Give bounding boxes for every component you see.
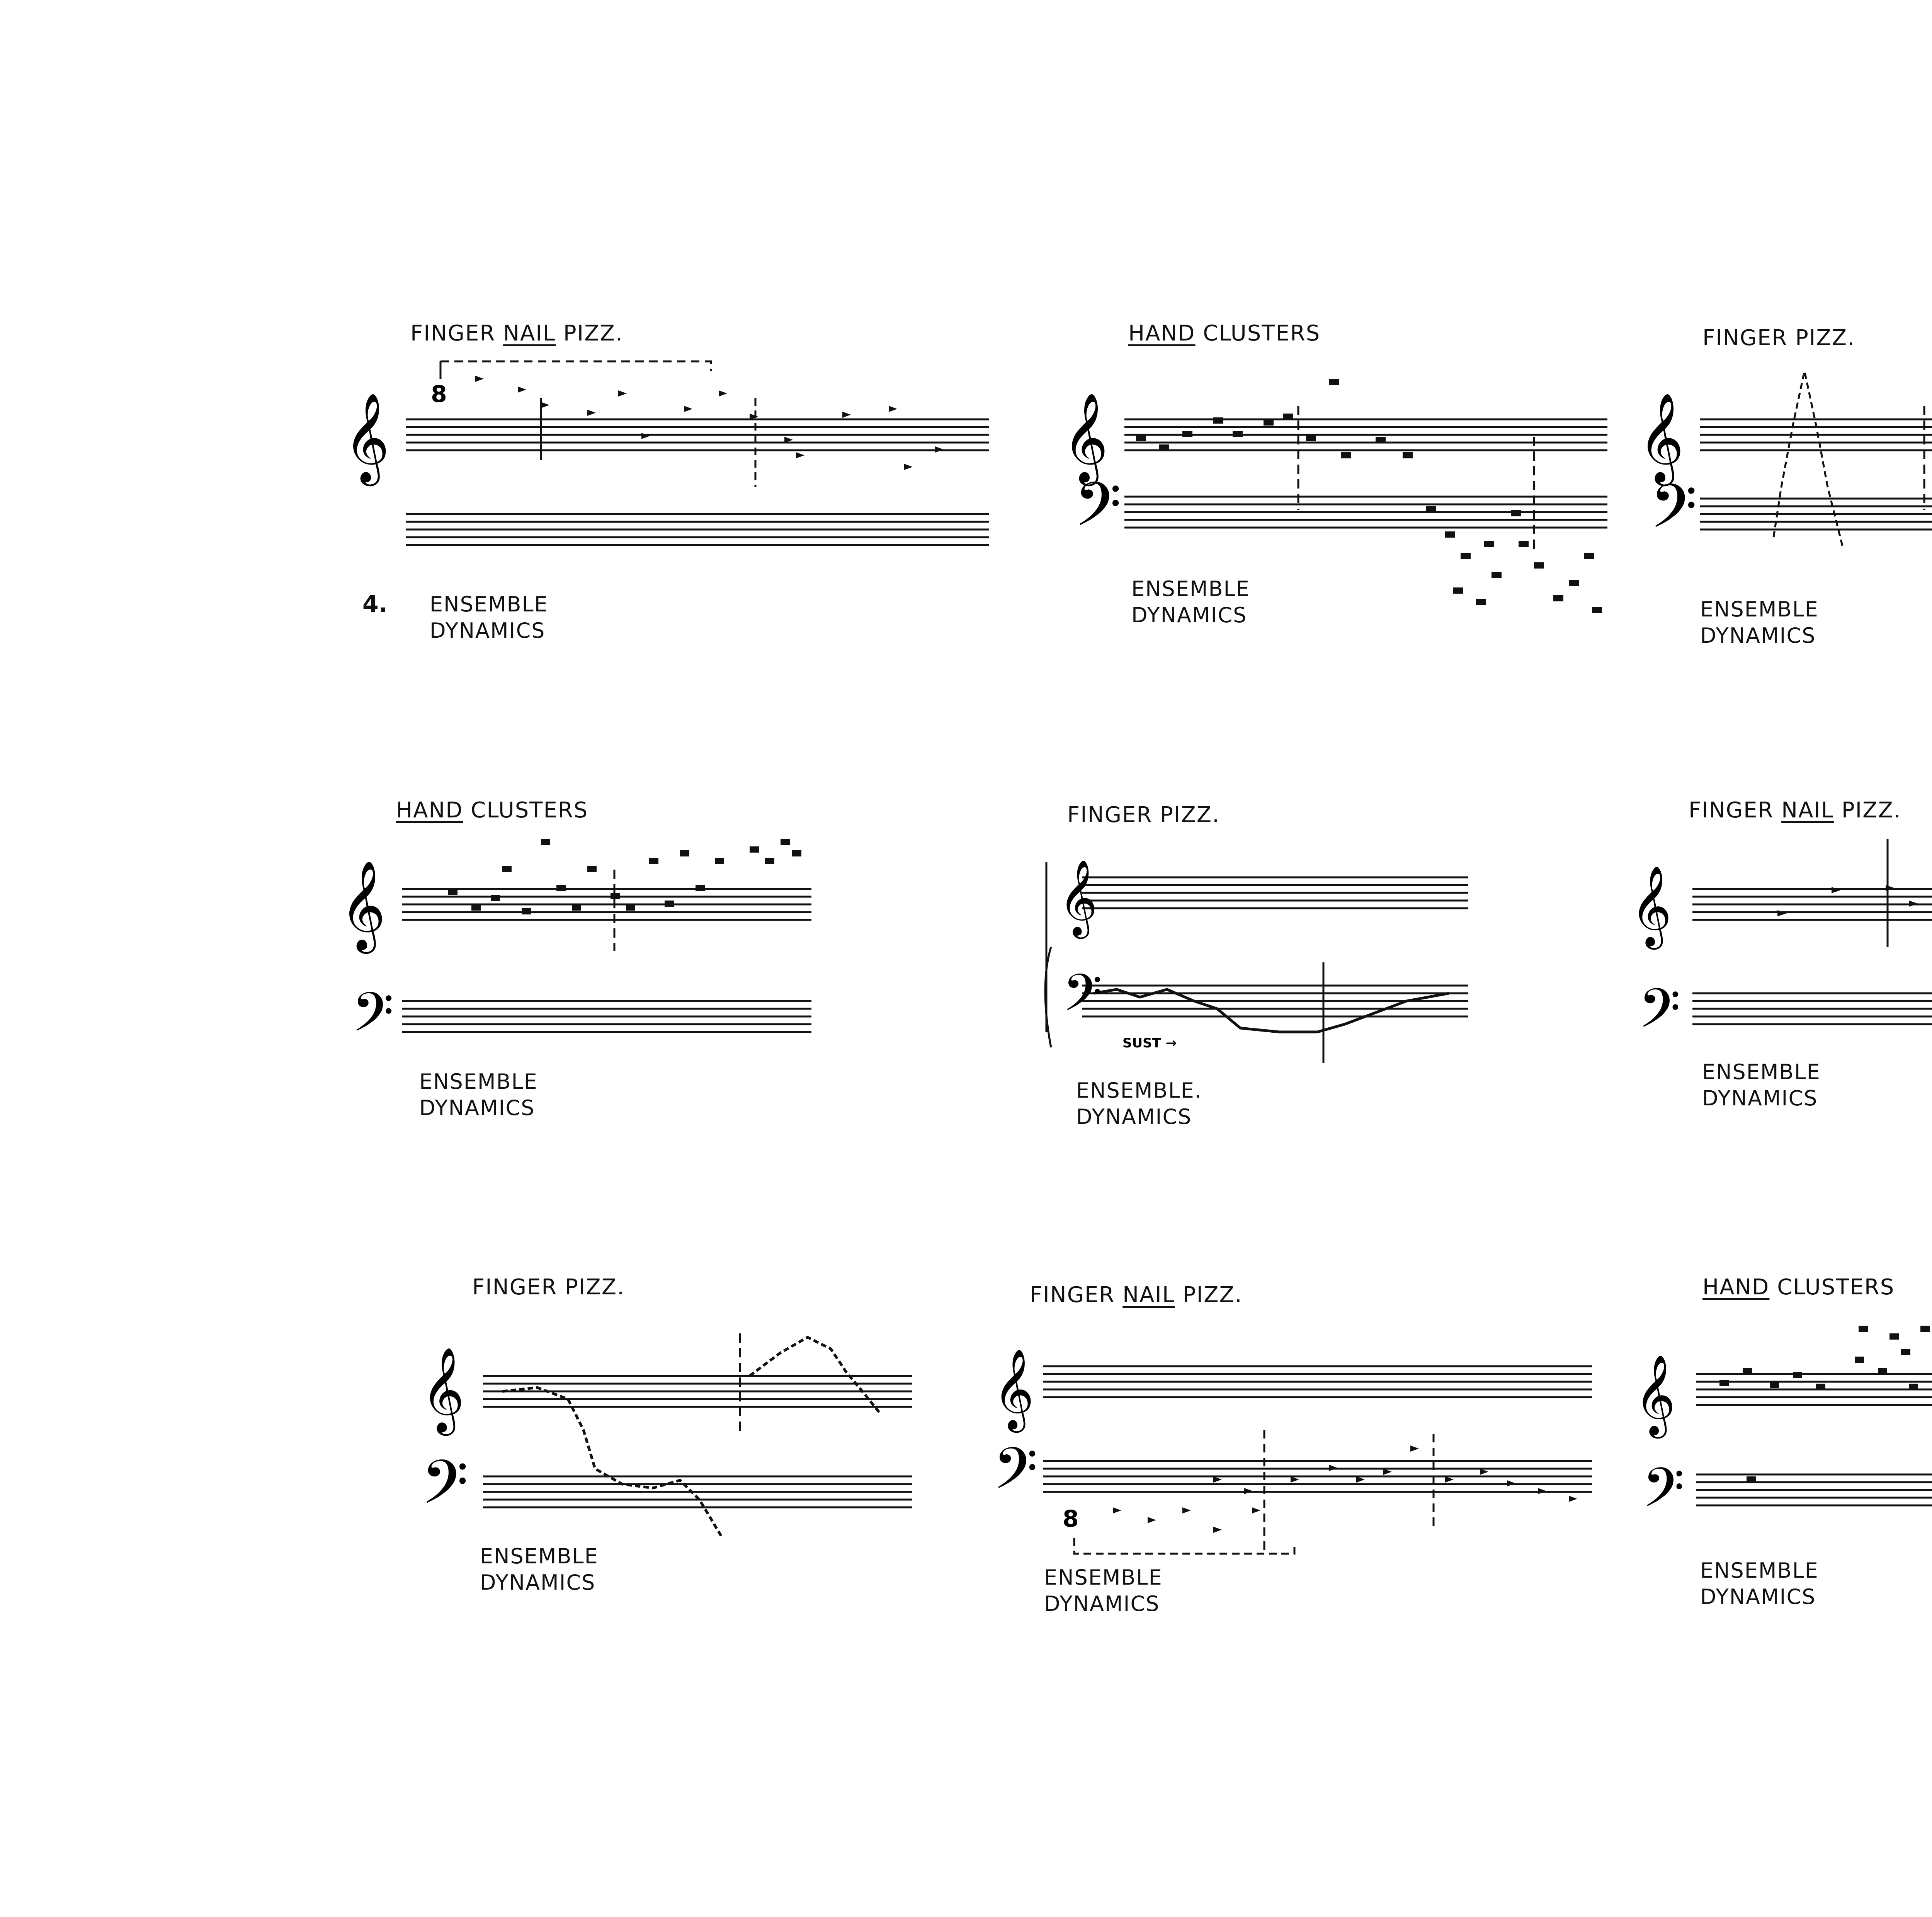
bass-clef-icon: 𝄢 [352,981,394,1057]
technique-label: FINGER PIZZ. [1702,325,1855,351]
ensemble-dynamics: ENSEMBLE DYNAMICS [1700,1558,1819,1609]
ensemble-dynamics: ENSEMBLE DYNAMICS [419,1069,538,1120]
ensemble-dynamics: ENSEMBLE DYNAMICS [1702,1060,1821,1110]
treble-clef-icon: 𝄞 [421,1347,465,1432]
technique-label: FINGER NAIL PIZZ. [1689,798,1901,823]
treble-clef-icon: 𝄞 [1059,859,1098,936]
ensemble-dynamics: ENSEMBLE DYNAMICS [1131,577,1250,627]
ensemble-dynamics: ENSEMBLE DYNAMICS [480,1544,599,1595]
treble-clef-icon: 𝄞 [340,860,386,950]
octave-mark: 8 [431,381,447,408]
bass-clef-icon: 𝄢 [1650,471,1697,557]
ensemble-dynamics: ENSEMBLE DYNAMICS [1700,597,1819,648]
staff-system [344,348,1005,580]
treble-clef-icon: 𝄞 [1634,1354,1676,1435]
treble-clef-icon: 𝄞 [344,392,390,482]
system-number: 4. [362,591,388,618]
technique-label: HAND CLUSTERS [1128,321,1321,346]
bass-clef-icon: 𝄢 [1638,977,1681,1054]
ensemble-dynamics: ENSEMBLE DYNAMICS [1044,1565,1163,1616]
bass-clef-icon: 𝄢 [993,1435,1038,1516]
technique-label: FINGER NAIL PIZZ. [1030,1282,1243,1308]
bass-clef-icon: 𝄢 [1063,963,1102,1035]
bass-clef-icon: 𝄢 [421,1447,469,1532]
staff-system [340,827,842,1059]
octave-mark: 8 [1063,1505,1079,1532]
technique-label: FINGER PIZZ. [472,1275,625,1300]
treble-clef-icon: 𝄞 [1631,865,1672,946]
staff-system [1634,1306,1932,1577]
staff-system [1638,348,1932,580]
bass-clef-icon: 𝄢 [1074,469,1122,555]
treble-clef-icon: 𝄞 [1063,392,1109,482]
staff-system [413,1306,916,1577]
staff-system [1631,827,1932,1059]
technique-label: HAND CLUSTERS [1702,1275,1895,1300]
staff-system [981,1306,1638,1577]
treble-clef-icon: 𝄞 [993,1348,1034,1429]
bass-clef-icon: 𝄢 [1642,1456,1685,1533]
technique-label: FINGER PIZZ. [1067,802,1220,827]
treble-clef-icon: 𝄞 [1638,392,1684,482]
technique-label: HAND CLUSTERS [396,798,588,823]
technique-label: FINGER NAIL PIZZ. [410,321,623,346]
sust-label: SUST → [1122,1035,1177,1051]
staff-system [1039,831,1542,1063]
ensemble-dynamics: ENSEMBLE DYNAMICS [430,592,548,643]
ensemble-dynamics: ENSEMBLE. DYNAMICS [1076,1078,1202,1129]
